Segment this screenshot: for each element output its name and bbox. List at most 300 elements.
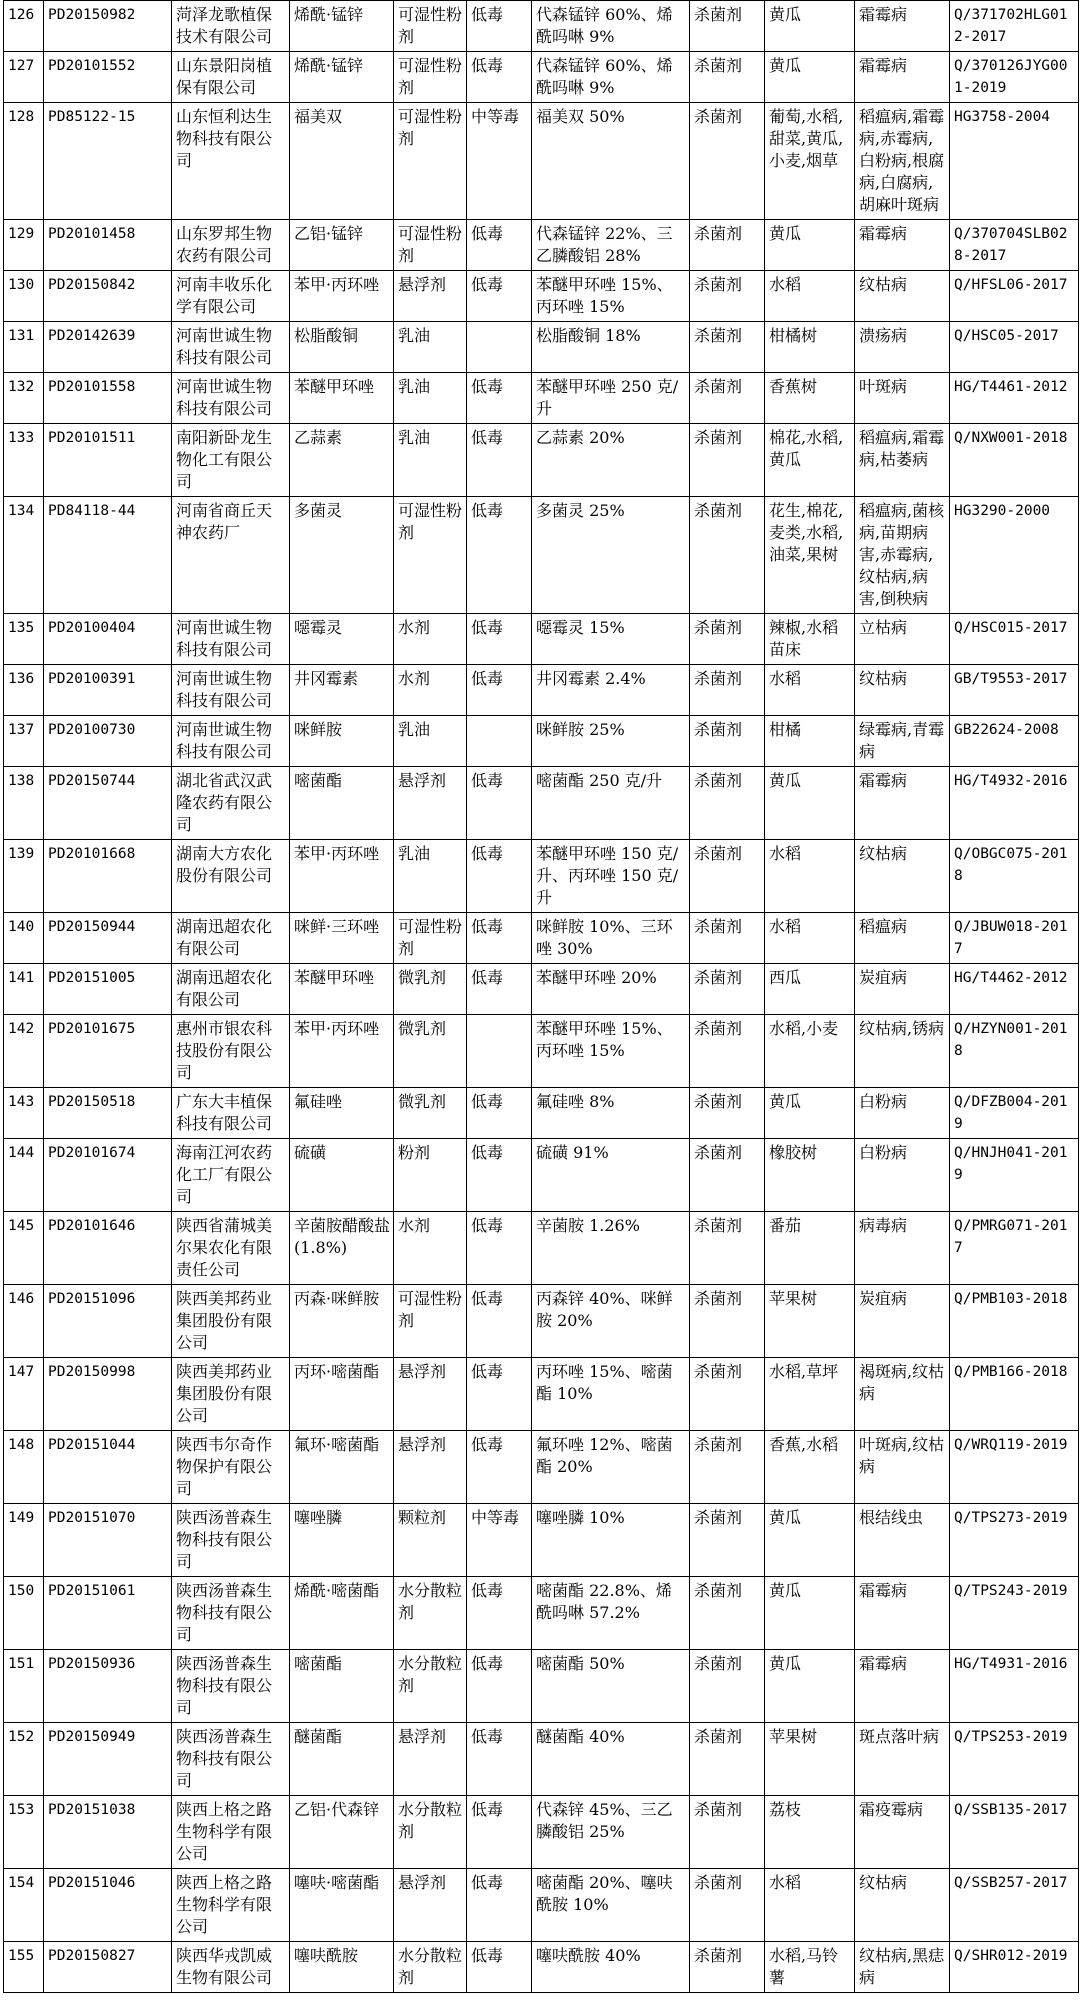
row-number-cell: 142 <box>4 1015 44 1088</box>
company-name-cell: 河南世诚生物科技有限公司 <box>172 665 290 716</box>
product-name-cell: 乙蒜素 <box>290 424 394 497</box>
active-ingredient-cell: 福美双 50% <box>532 103 690 220</box>
table-row <box>4 840 1079 913</box>
category-cell: 杀菌剂 <box>690 1796 765 1869</box>
row-number-cell: 127 <box>4 52 44 103</box>
formulation-cell: 微乳剂 <box>394 1088 467 1139</box>
standard-number-cell: Q/HSC05-2017 <box>950 322 1079 373</box>
target-crop-cell: 水稻 <box>765 271 855 322</box>
active-ingredient-cell: 噁霉灵 15% <box>532 614 690 665</box>
target-disease-cell: 根结线虫 <box>855 1504 950 1577</box>
standard-number-cell: Q/NXW001-2018 <box>950 424 1079 497</box>
product-name-cell: 苯醚甲环唑 <box>290 964 394 1015</box>
category-cell: 杀菌剂 <box>690 1358 765 1431</box>
category-cell: 杀菌剂 <box>690 103 765 220</box>
table-row <box>4 913 1079 964</box>
table-row <box>4 103 1079 220</box>
company-name-cell: 河南世诚生物科技有限公司 <box>172 373 290 424</box>
company-name-cell: 湖南迅超农化有限公司 <box>172 964 290 1015</box>
category-cell: 杀菌剂 <box>690 373 765 424</box>
target-crop-cell: 苹果树 <box>765 1285 855 1358</box>
active-ingredient-cell: 苯醚甲环唑 250 克/升 <box>532 373 690 424</box>
table-row <box>4 716 1079 767</box>
row-number-cell: 155 <box>4 1942 44 1993</box>
target-disease-cell: 纹枯病 <box>855 665 950 716</box>
registration-number-cell: PD20151044 <box>44 1431 172 1504</box>
target-disease-cell: 褐斑病,纹枯病 <box>855 1358 950 1431</box>
row-number-cell: 152 <box>4 1723 44 1796</box>
product-name-cell: 辛菌胺醋酸盐(1.8%) <box>290 1212 394 1285</box>
category-cell: 杀菌剂 <box>690 913 765 964</box>
table-row <box>4 1723 1079 1796</box>
active-ingredient-cell: 乙蒜素 20% <box>532 424 690 497</box>
product-name-cell: 丙森·咪鲜胺 <box>290 1285 394 1358</box>
standard-number-cell: Q/PMB103-2018 <box>950 1285 1079 1358</box>
toxicity-cell: 低毒 <box>467 913 532 964</box>
toxicity-cell <box>467 1015 532 1088</box>
target-disease-cell: 霜霉病 <box>855 1650 950 1723</box>
target-disease-cell: 白粉病 <box>855 1139 950 1212</box>
category-cell: 杀菌剂 <box>690 716 765 767</box>
active-ingredient-cell: 代森锰锌 60%、烯酰吗啉 9% <box>532 1 690 52</box>
company-name-cell: 河南省商丘天神农药厂 <box>172 497 290 614</box>
target-crop-cell: 辣椒,水稻苗床 <box>765 614 855 665</box>
company-name-cell: 广东大丰植保科技有限公司 <box>172 1088 290 1139</box>
formulation-cell: 悬浮剂 <box>394 767 467 840</box>
toxicity-cell: 低毒 <box>467 1285 532 1358</box>
active-ingredient-cell: 丙森锌 40%、咪鲜胺 20% <box>532 1285 690 1358</box>
table-row <box>4 1504 1079 1577</box>
target-disease-cell: 炭疽病 <box>855 964 950 1015</box>
category-cell: 杀菌剂 <box>690 964 765 1015</box>
active-ingredient-cell: 醚菌酯 40% <box>532 1723 690 1796</box>
table-row <box>4 1358 1079 1431</box>
product-name-cell: 氟硅唑 <box>290 1088 394 1139</box>
active-ingredient-cell: 代森锰锌 22%、三乙膦酸铝 28% <box>532 220 690 271</box>
registration-number-cell: PD20151061 <box>44 1577 172 1650</box>
target-crop-cell: 黄瓜 <box>765 220 855 271</box>
formulation-cell: 乳油 <box>394 424 467 497</box>
product-name-cell: 多菌灵 <box>290 497 394 614</box>
registration-number-cell: PD20150936 <box>44 1650 172 1723</box>
target-crop-cell: 水稻 <box>765 840 855 913</box>
registration-number-cell: PD20101674 <box>44 1139 172 1212</box>
formulation-cell: 悬浮剂 <box>394 1431 467 1504</box>
target-disease-cell: 稻瘟病 <box>855 913 950 964</box>
active-ingredient-cell: 噻呋酰胺 40% <box>532 1942 690 1993</box>
active-ingredient-cell: 氟硅唑 8% <box>532 1088 690 1139</box>
company-name-cell: 陕西美邦药业集团股份有限公司 <box>172 1285 290 1358</box>
target-disease-cell: 霜霉病 <box>855 767 950 840</box>
product-name-cell: 硫磺 <box>290 1139 394 1212</box>
registration-number-cell: PD20101675 <box>44 1015 172 1088</box>
category-cell: 杀菌剂 <box>690 1015 765 1088</box>
category-cell: 杀菌剂 <box>690 1650 765 1723</box>
toxicity-cell: 低毒 <box>467 1139 532 1212</box>
category-cell: 杀菌剂 <box>690 1212 765 1285</box>
standard-number-cell: Q/370704SLB028-2017 <box>950 220 1079 271</box>
target-disease-cell: 纹枯病,锈病 <box>855 1015 950 1088</box>
category-cell: 杀菌剂 <box>690 424 765 497</box>
toxicity-cell: 低毒 <box>467 665 532 716</box>
category-cell: 杀菌剂 <box>690 1504 765 1577</box>
target-crop-cell: 黄瓜 <box>765 1650 855 1723</box>
table-row <box>4 1212 1079 1285</box>
target-disease-cell: 病毒病 <box>855 1212 950 1285</box>
target-crop-cell: 苹果树 <box>765 1723 855 1796</box>
target-disease-cell: 溃疡病 <box>855 322 950 373</box>
category-cell: 杀菌剂 <box>690 1431 765 1504</box>
product-name-cell: 氟环·嘧菌酯 <box>290 1431 394 1504</box>
target-crop-cell: 荔枝 <box>765 1796 855 1869</box>
toxicity-cell: 中等毒 <box>467 103 532 220</box>
toxicity-cell: 低毒 <box>467 767 532 840</box>
company-name-cell: 河南世诚生物科技有限公司 <box>172 614 290 665</box>
standard-number-cell: Q/371702HLG012-2017 <box>950 1 1079 52</box>
target-disease-cell: 霜霉病 <box>855 52 950 103</box>
category-cell: 杀菌剂 <box>690 1723 765 1796</box>
registration-number-cell: PD20150944 <box>44 913 172 964</box>
company-name-cell: 惠州市银农科技股份有限公司 <box>172 1015 290 1088</box>
formulation-cell: 乳油 <box>394 840 467 913</box>
company-name-cell: 海南江河农药化工厂有限公司 <box>172 1139 290 1212</box>
product-name-cell: 嘧菌酯 <box>290 1650 394 1723</box>
table-row <box>4 1088 1079 1139</box>
registration-number-cell: PD20151096 <box>44 1285 172 1358</box>
target-disease-cell: 叶斑病 <box>855 373 950 424</box>
toxicity-cell: 低毒 <box>467 1942 532 1993</box>
active-ingredient-cell: 嘧菌酯 20%、噻呋酰胺 10% <box>532 1869 690 1942</box>
table-row <box>4 220 1079 271</box>
target-disease-cell: 绿霉病,青霉病 <box>855 716 950 767</box>
formulation-cell: 乳油 <box>394 322 467 373</box>
toxicity-cell <box>467 322 532 373</box>
registration-number-cell: PD20150998 <box>44 1358 172 1431</box>
row-number-cell: 129 <box>4 220 44 271</box>
product-name-cell: 苯醚甲环唑 <box>290 373 394 424</box>
formulation-cell: 可湿性粉剂 <box>394 52 467 103</box>
active-ingredient-cell: 辛菌胺 1.26% <box>532 1212 690 1285</box>
active-ingredient-cell: 多菌灵 25% <box>532 497 690 614</box>
standard-number-cell: GB/T9553-2017 <box>950 665 1079 716</box>
toxicity-cell: 低毒 <box>467 1088 532 1139</box>
table-row <box>4 964 1079 1015</box>
row-number-cell: 143 <box>4 1088 44 1139</box>
target-disease-cell: 霜霉病 <box>855 1 950 52</box>
table-row <box>4 1015 1079 1088</box>
category-cell: 杀菌剂 <box>690 1088 765 1139</box>
product-name-cell: 烯酰·锰锌 <box>290 1 394 52</box>
table-row <box>4 1869 1079 1942</box>
toxicity-cell: 低毒 <box>467 220 532 271</box>
category-cell: 杀菌剂 <box>690 1 765 52</box>
standard-number-cell: Q/TPS273-2019 <box>950 1504 1079 1577</box>
company-name-cell: 湖南大方农化股份有限公司 <box>172 840 290 913</box>
active-ingredient-cell: 嘧菌酯 50% <box>532 1650 690 1723</box>
product-name-cell: 咪鲜胺 <box>290 716 394 767</box>
company-name-cell: 陕西上格之路生物科学有限公司 <box>172 1796 290 1869</box>
table-row <box>4 1139 1079 1212</box>
product-name-cell: 噁霉灵 <box>290 614 394 665</box>
category-cell: 杀菌剂 <box>690 840 765 913</box>
formulation-cell: 悬浮剂 <box>394 271 467 322</box>
target-disease-cell: 炭疽病 <box>855 1285 950 1358</box>
registration-number-cell: PD84118-44 <box>44 497 172 614</box>
active-ingredient-cell: 嘧菌酯 22.8%、烯酰吗啉 57.2% <box>532 1577 690 1650</box>
toxicity-cell: 低毒 <box>467 614 532 665</box>
product-name-cell: 醚菌酯 <box>290 1723 394 1796</box>
formulation-cell: 颗粒剂 <box>394 1504 467 1577</box>
category-cell: 杀菌剂 <box>690 1942 765 1993</box>
active-ingredient-cell: 苯醚甲环唑 15%、丙环唑 15% <box>532 271 690 322</box>
category-cell: 杀菌剂 <box>690 665 765 716</box>
toxicity-cell: 低毒 <box>467 271 532 322</box>
product-name-cell: 烯酰·嘧菌酯 <box>290 1577 394 1650</box>
registration-number-cell: PD20150949 <box>44 1723 172 1796</box>
row-number-cell: 154 <box>4 1869 44 1942</box>
company-name-cell: 山东罗邦生物农药有限公司 <box>172 220 290 271</box>
registration-number-cell: PD20151005 <box>44 964 172 1015</box>
product-name-cell: 苯甲·丙环唑 <box>290 1015 394 1088</box>
company-name-cell: 山东景阳岗植保有限公司 <box>172 52 290 103</box>
target-crop-cell: 黄瓜 <box>765 1504 855 1577</box>
company-name-cell: 陕西韦尔奇作物保护有限公司 <box>172 1431 290 1504</box>
target-disease-cell: 稻瘟病,菌核病,苗期病害,赤霉病,纹枯病,病害,倒秧病 <box>855 497 950 614</box>
formulation-cell: 悬浮剂 <box>394 1723 467 1796</box>
standard-number-cell: Q/370126JYG001-2019 <box>950 52 1079 103</box>
company-name-cell: 南阳新卧龙生物化工有限公司 <box>172 424 290 497</box>
product-name-cell: 咪鲜·三环唑 <box>290 913 394 964</box>
table-row <box>4 1 1079 52</box>
target-disease-cell: 纹枯病,黑痣病 <box>855 1942 950 1993</box>
formulation-cell: 可湿性粉剂 <box>394 913 467 964</box>
toxicity-cell: 低毒 <box>467 1358 532 1431</box>
company-name-cell: 湖北省武汉武隆农药有限公司 <box>172 767 290 840</box>
product-name-cell: 乙铝·代森锌 <box>290 1796 394 1869</box>
standard-number-cell: Q/TPS253-2019 <box>950 1723 1079 1796</box>
active-ingredient-cell: 代森锰锌 60%、烯酰吗啉 9% <box>532 52 690 103</box>
category-cell: 杀菌剂 <box>690 614 765 665</box>
table-row <box>4 1942 1079 1993</box>
row-number-cell: 137 <box>4 716 44 767</box>
standard-number-cell: Q/WRQ119-2019 <box>950 1431 1079 1504</box>
row-number-cell: 131 <box>4 322 44 373</box>
target-crop-cell: 黄瓜 <box>765 1 855 52</box>
row-number-cell: 153 <box>4 1796 44 1869</box>
registration-number-cell: PD20142639 <box>44 322 172 373</box>
registration-number-cell: PD20150518 <box>44 1088 172 1139</box>
formulation-cell: 乳油 <box>394 373 467 424</box>
toxicity-cell: 低毒 <box>467 497 532 614</box>
product-name-cell: 烯酰·锰锌 <box>290 52 394 103</box>
product-name-cell: 苯甲·丙环唑 <box>290 840 394 913</box>
active-ingredient-cell: 咪鲜胺 25% <box>532 716 690 767</box>
standard-number-cell: Q/HFSL06-2017 <box>950 271 1079 322</box>
active-ingredient-cell: 丙环唑 15%、嘧菌酯 10% <box>532 1358 690 1431</box>
row-number-cell: 130 <box>4 271 44 322</box>
row-number-cell: 141 <box>4 964 44 1015</box>
row-number-cell: 150 <box>4 1577 44 1650</box>
category-cell: 杀菌剂 <box>690 52 765 103</box>
company-name-cell: 河南丰收乐化学有限公司 <box>172 271 290 322</box>
active-ingredient-cell: 嘧菌酯 250 克/升 <box>532 767 690 840</box>
standard-number-cell: Q/HNJH041-2019 <box>950 1139 1079 1212</box>
table-row <box>4 665 1079 716</box>
target-crop-cell: 水稻,马铃薯 <box>765 1942 855 1993</box>
row-number-cell: 126 <box>4 1 44 52</box>
active-ingredient-cell: 代森锌 45%、三乙膦酸铝 25% <box>532 1796 690 1869</box>
table-row <box>4 1577 1079 1650</box>
table-body <box>4 1 1079 1993</box>
formulation-cell: 微乳剂 <box>394 964 467 1015</box>
toxicity-cell: 低毒 <box>467 964 532 1015</box>
active-ingredient-cell: 噻唑膦 10% <box>532 1504 690 1577</box>
formulation-cell: 水剂 <box>394 665 467 716</box>
registration-number-cell: PD20101646 <box>44 1212 172 1285</box>
product-name-cell: 丙环·嘧菌酯 <box>290 1358 394 1431</box>
target-disease-cell: 稻瘟病,霜霉病,赤霉病,白粉病,根腐病,白腐病,胡麻叶斑病 <box>855 103 950 220</box>
target-crop-cell: 黄瓜 <box>765 1088 855 1139</box>
standard-number-cell: HG/T4932-2016 <box>950 767 1079 840</box>
target-disease-cell: 霜疫霉病 <box>855 1796 950 1869</box>
standard-number-cell: GB22624-2008 <box>950 716 1079 767</box>
active-ingredient-cell: 苯醚甲环唑 20% <box>532 964 690 1015</box>
target-crop-cell: 柑橘 <box>765 716 855 767</box>
standard-number-cell: HG/T4931-2016 <box>950 1650 1079 1723</box>
category-cell: 杀菌剂 <box>690 497 765 614</box>
formulation-cell: 微乳剂 <box>394 1015 467 1088</box>
toxicity-cell: 低毒 <box>467 424 532 497</box>
company-name-cell: 湖南迅超农化有限公司 <box>172 913 290 964</box>
target-disease-cell: 纹枯病 <box>855 1869 950 1942</box>
active-ingredient-cell: 苯醚甲环唑 15%、丙环唑 15% <box>532 1015 690 1088</box>
registration-number-cell: PD85122-15 <box>44 103 172 220</box>
registration-number-cell: PD20151070 <box>44 1504 172 1577</box>
company-name-cell: 菏泽龙歌植保技术有限公司 <box>172 1 290 52</box>
formulation-cell: 水剂 <box>394 1212 467 1285</box>
registration-number-cell: PD20101552 <box>44 52 172 103</box>
target-disease-cell: 叶斑病,纹枯病 <box>855 1431 950 1504</box>
company-name-cell: 河南世诚生物科技有限公司 <box>172 322 290 373</box>
registration-number-cell: PD20100404 <box>44 614 172 665</box>
registration-number-cell: PD20151038 <box>44 1796 172 1869</box>
formulation-cell: 乳油 <box>394 716 467 767</box>
standard-number-cell: Q/SSB257-2017 <box>950 1869 1079 1942</box>
row-number-cell: 128 <box>4 103 44 220</box>
category-cell: 杀菌剂 <box>690 1285 765 1358</box>
product-name-cell: 乙铝·锰锌 <box>290 220 394 271</box>
table-row <box>4 271 1079 322</box>
target-crop-cell: 水稻,小麦 <box>765 1015 855 1088</box>
registration-number-cell: PD20100730 <box>44 716 172 767</box>
standard-number-cell: Q/OBGC075-2018 <box>950 840 1079 913</box>
standard-number-cell: Q/PMRG071-2017 <box>950 1212 1079 1285</box>
standard-number-cell: Q/HZYN001-2018 <box>950 1015 1079 1088</box>
formulation-cell: 粉剂 <box>394 1139 467 1212</box>
target-crop-cell: 棉花,水稻,黄瓜 <box>765 424 855 497</box>
formulation-cell: 悬浮剂 <box>394 1358 467 1431</box>
row-number-cell: 136 <box>4 665 44 716</box>
standard-number-cell: Q/HSC015-2017 <box>950 614 1079 665</box>
row-number-cell: 151 <box>4 1650 44 1723</box>
table-row <box>4 424 1079 497</box>
registration-number-cell: PD20150842 <box>44 271 172 322</box>
registration-number-cell: PD20100391 <box>44 665 172 716</box>
category-cell: 杀菌剂 <box>690 1869 765 1942</box>
active-ingredient-cell: 氟环唑 12%、嘧菌酯 20% <box>532 1431 690 1504</box>
category-cell: 杀菌剂 <box>690 220 765 271</box>
row-number-cell: 149 <box>4 1504 44 1577</box>
table-row <box>4 1650 1079 1723</box>
target-crop-cell: 水稻,草坪 <box>765 1358 855 1431</box>
product-name-cell: 噻呋·嘧菌酯 <box>290 1869 394 1942</box>
formulation-cell: 水分散粒剂 <box>394 1796 467 1869</box>
formulation-cell: 可湿性粉剂 <box>394 103 467 220</box>
target-disease-cell: 纹枯病 <box>855 271 950 322</box>
row-number-cell: 139 <box>4 840 44 913</box>
table-row <box>4 1285 1079 1358</box>
formulation-cell: 悬浮剂 <box>394 1869 467 1942</box>
formulation-cell: 水剂 <box>394 614 467 665</box>
registration-number-cell: PD20150744 <box>44 767 172 840</box>
product-name-cell: 松脂酸铜 <box>290 322 394 373</box>
standard-number-cell: Q/JBUW018-2017 <box>950 913 1079 964</box>
formulation-cell: 水分散粒剂 <box>394 1650 467 1723</box>
row-number-cell: 138 <box>4 767 44 840</box>
row-number-cell: 132 <box>4 373 44 424</box>
standard-number-cell: HG3290-2000 <box>950 497 1079 614</box>
target-crop-cell: 水稻 <box>765 1869 855 1942</box>
company-name-cell: 陕西华戎凯威生物有限公司 <box>172 1942 290 1993</box>
company-name-cell: 河南世诚生物科技有限公司 <box>172 716 290 767</box>
row-number-cell: 134 <box>4 497 44 614</box>
company-name-cell: 山东恒利达生物科技有限公司 <box>172 103 290 220</box>
table-row <box>4 1431 1079 1504</box>
table-row <box>4 322 1079 373</box>
category-cell: 杀菌剂 <box>690 322 765 373</box>
category-cell: 杀菌剂 <box>690 271 765 322</box>
target-crop-cell: 柑橘树 <box>765 322 855 373</box>
registration-number-cell: PD20101458 <box>44 220 172 271</box>
toxicity-cell: 低毒 <box>467 1650 532 1723</box>
table-row <box>4 1796 1079 1869</box>
table-row <box>4 767 1079 840</box>
category-cell: 杀菌剂 <box>690 767 765 840</box>
registration-number-cell: PD20150827 <box>44 1942 172 1993</box>
registration-number-cell: PD20150982 <box>44 1 172 52</box>
standard-number-cell: Q/SHR012-2019 <box>950 1942 1079 1993</box>
product-name-cell: 福美双 <box>290 103 394 220</box>
standard-number-cell: Q/PMB166-2018 <box>950 1358 1079 1431</box>
table-row <box>4 52 1079 103</box>
standard-number-cell: Q/SSB135-2017 <box>950 1796 1079 1869</box>
toxicity-cell: 低毒 <box>467 1869 532 1942</box>
registration-number-cell: PD20101668 <box>44 840 172 913</box>
active-ingredient-cell: 硫磺 91% <box>532 1139 690 1212</box>
active-ingredient-cell: 松脂酸铜 18% <box>532 322 690 373</box>
target-disease-cell: 白粉病 <box>855 1088 950 1139</box>
company-name-cell: 陕西汤普森生物科技有限公司 <box>172 1504 290 1577</box>
active-ingredient-cell: 苯醚甲环唑 150 克/升、丙环唑 150 克/升 <box>532 840 690 913</box>
company-name-cell: 陕西汤普森生物科技有限公司 <box>172 1650 290 1723</box>
row-number-cell: 144 <box>4 1139 44 1212</box>
toxicity-cell: 低毒 <box>467 1577 532 1650</box>
row-number-cell: 145 <box>4 1212 44 1285</box>
standard-number-cell: Q/TPS243-2019 <box>950 1577 1079 1650</box>
formulation-cell: 可湿性粉剂 <box>394 1 467 52</box>
standard-number-cell: Q/DFZB004-2019 <box>950 1088 1079 1139</box>
target-disease-cell: 立枯病 <box>855 614 950 665</box>
